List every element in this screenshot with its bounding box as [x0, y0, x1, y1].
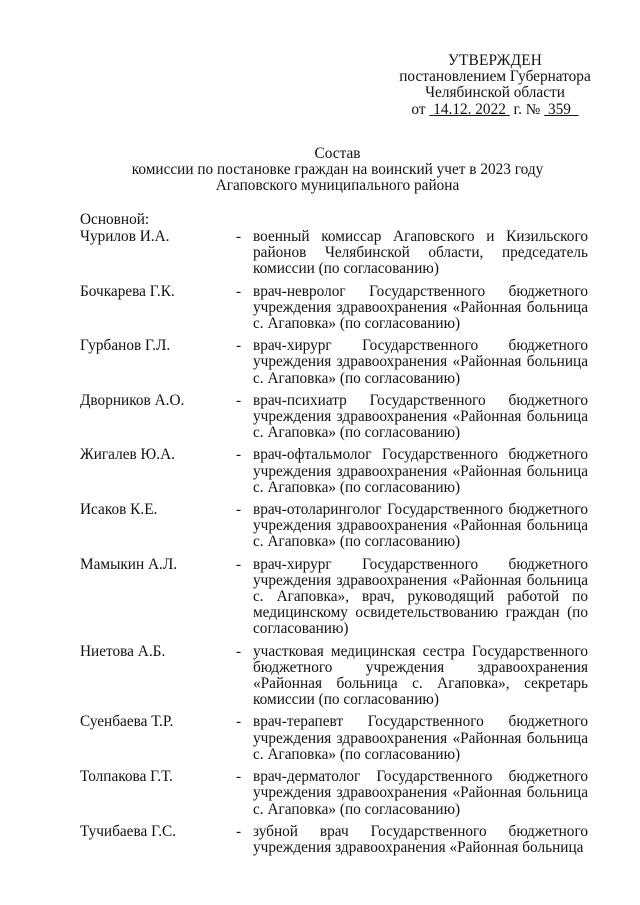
- approval-line-2: Челябинской области: [425, 84, 565, 102]
- member-name: Ниетова А.Б.: [80, 642, 166, 660]
- member-dash: -: [236, 337, 242, 355]
- number-prefix: г. №: [513, 100, 541, 118]
- title-line-1: Состав: [314, 145, 361, 162]
- member-role: зубной врач Государственного бюджетного учреждения здравоохранения «Районная больница: [253, 822, 588, 856]
- member-dash: -: [236, 446, 242, 464]
- member-row: [80, 714, 588, 763]
- member-dash: -: [236, 768, 242, 786]
- member-row: [80, 644, 588, 709]
- decree-number: 359: [547, 100, 571, 118]
- member-dash: -: [236, 822, 242, 840]
- member-row: [80, 824, 588, 856]
- member-row: [80, 557, 588, 638]
- date-prefix: от: [411, 100, 426, 118]
- member-role: врач-дерматолог Государственного бюджетного учреждения здравоохранения «Районная больница с. Агаповка» (по согласованию): [253, 768, 588, 818]
- member-dash: -: [236, 642, 242, 660]
- member-row: [80, 447, 588, 496]
- member-name: Жигалев Ю.А.: [80, 446, 175, 464]
- member-role: врач-отоларинголог Государственного бюджетного учреждения здравоохранения «Районная больница с. Агаповка» (по согласованию): [253, 501, 588, 551]
- member-role: врач-терапевт Государственного бюджетного учреждения здравоохранения «Районная больница с. Агаповка» (по согласованию): [253, 713, 588, 763]
- member-row: [80, 393, 588, 442]
- member-role: врач-офтальмолог Государственного бюджетного учреждения здравоохранения «Районная больница с. Агаповка» (по согласованию): [253, 446, 588, 496]
- member-row: [80, 769, 588, 818]
- member-row: [80, 284, 588, 333]
- approval-line-1: постановлением Губернатора: [399, 68, 591, 86]
- member-name: Суенбаева Т.Р.: [80, 713, 174, 731]
- member-dash: -: [236, 501, 242, 519]
- member-name: Тучибаева Г.С.: [80, 822, 177, 840]
- member-dash: -: [236, 555, 242, 573]
- title-line-2: комиссии по постановке граждан на воинский учет в 2023 году: [131, 161, 544, 179]
- member-role: врач-хирург Государственного бюджетного учреждения здравоохранения «Районная больница с. Агаповка», врач, руководящий работой по медицинскому освидетельствованию граждан (по согласованию): [253, 555, 588, 638]
- approval-block: [395, 53, 595, 118]
- member-name: Исаков К.Е.: [80, 501, 158, 519]
- approval-date-line: [395, 102, 595, 118]
- member-name: Мамыкин А.Л.: [80, 555, 178, 573]
- member-dash: -: [236, 391, 242, 409]
- member-role: врач-психиатр Государственного бюджетного учреждения здравоохранения «Районная больница с. Агаповка» (по согласованию): [253, 391, 588, 442]
- member-name: Гурбанов Г.Л.: [80, 337, 171, 355]
- member-row: [80, 502, 588, 551]
- member-role: врач-хирург Государственного бюджетного учреждения здравоохранения «Районная больница с. Агаповка» (по согласованию): [253, 337, 588, 387]
- member-name: Бочкарева Г.К.: [80, 282, 175, 300]
- member-name: Дворников А.О.: [80, 391, 185, 409]
- member-role: военный комиссар Агаповского и Кизильского районов Челябинской области, председатель комиссии (по согласованию): [253, 228, 588, 278]
- member-role: врач-невролог Государственного бюджетного учреждения здравоохранения «Районная больница с. Агаповка» (по согласованию): [253, 282, 588, 333]
- member-row: [80, 338, 588, 387]
- member-row: [80, 229, 588, 278]
- document-title: [80, 146, 595, 195]
- section-label: Основной:: [80, 211, 150, 228]
- member-name: Толпакова Г.Т.: [80, 768, 173, 786]
- member-dash: -: [236, 282, 242, 300]
- member-dash: -: [236, 713, 242, 731]
- members-list: [80, 229, 588, 862]
- approval-heading: УТВЕРЖДЕН: [447, 52, 543, 69]
- title-line-3: Агаповского муниципального района: [215, 177, 460, 195]
- member-name: Чурилов И.А.: [80, 228, 170, 245]
- member-role: участковая медицинская сестра Государственного бюджетного учреждения здравоохранения «Районная больница с. Агаповка», секретарь комиссии (по согласованию): [253, 642, 588, 709]
- member-dash: -: [236, 228, 242, 245]
- decree-date: 14.12. 2022: [433, 100, 506, 118]
